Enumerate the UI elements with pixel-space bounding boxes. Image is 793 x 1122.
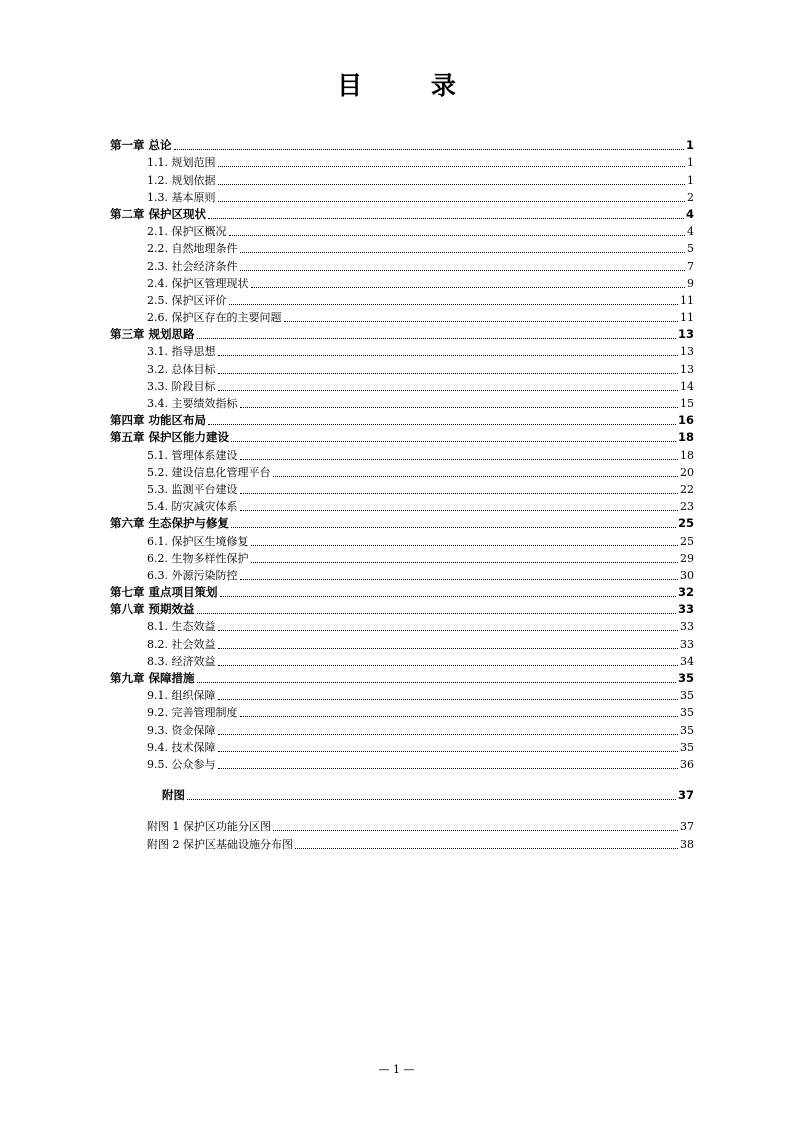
toc-entry-page: 34 bbox=[680, 654, 694, 668]
toc-chapter-entry[interactable] bbox=[110, 428, 694, 445]
toc-entry-page: 4 bbox=[687, 225, 694, 239]
toc-entry-page: 32 bbox=[677, 585, 694, 600]
toc-section-entry[interactable] bbox=[110, 274, 694, 291]
toc-entry-page: 23 bbox=[680, 500, 694, 514]
spacer bbox=[110, 803, 694, 817]
toc-entry-label: 6.3. 外源污染防控 bbox=[147, 568, 238, 582]
toc-chapter-entry[interactable] bbox=[110, 514, 694, 531]
toc-entry-label: 9.1. 组织保障 bbox=[147, 689, 216, 703]
dot-leader bbox=[231, 441, 676, 442]
dot-leader bbox=[284, 321, 679, 322]
toc-entry-label: 8.2. 社会效益 bbox=[147, 637, 216, 651]
toc-section-entry[interactable] bbox=[110, 359, 694, 376]
dot-leader bbox=[229, 304, 679, 305]
toc-section-entry[interactable] bbox=[110, 256, 694, 273]
dot-leader bbox=[218, 699, 679, 700]
toc-section-entry[interactable] bbox=[110, 497, 694, 514]
dot-leader bbox=[251, 545, 679, 546]
toc-entry-label: 第四章 功能区布局 bbox=[110, 413, 207, 428]
toc-entry-page: 35 bbox=[680, 740, 694, 754]
dot-leader bbox=[218, 390, 679, 391]
toc-entry-page: 18 bbox=[680, 448, 694, 462]
toc-entry-label: 5.2. 建设信息化管理平台 bbox=[147, 465, 271, 479]
toc-entry-label: 5.4. 防灾减灾体系 bbox=[147, 500, 238, 514]
toc-section-entry[interactable] bbox=[110, 549, 694, 566]
toc-entry-label: 8.1. 生态效益 bbox=[147, 620, 216, 634]
dot-leader bbox=[218, 355, 679, 356]
dot-leader bbox=[218, 630, 679, 631]
toc-entry-page: 9 bbox=[687, 276, 694, 290]
toc-entry-page: 35 bbox=[680, 706, 694, 720]
dot-leader bbox=[231, 527, 676, 528]
toc-entry-page: 4 bbox=[685, 206, 694, 221]
toc-section-entry[interactable] bbox=[110, 686, 694, 703]
toc-entry-page: 35 bbox=[680, 689, 694, 703]
toc-entry-label: 附图 2 保护区基础设施分布图 bbox=[147, 837, 293, 851]
toc-section-entry[interactable] bbox=[110, 531, 694, 548]
toc-chapter-entry[interactable] bbox=[110, 411, 694, 428]
toc-section-entry[interactable] bbox=[110, 394, 694, 411]
toc-entry-label: 9.3. 资金保障 bbox=[147, 723, 216, 737]
toc-entry-page: 2 bbox=[687, 190, 694, 204]
dot-leader bbox=[218, 166, 686, 167]
toc-entry-page: 25 bbox=[677, 516, 694, 531]
toc-chapter-entry[interactable] bbox=[110, 583, 694, 600]
toc-entry-page: 5 bbox=[687, 242, 694, 256]
toc-section-entry[interactable] bbox=[110, 222, 694, 239]
page-title: 目 录 bbox=[337, 71, 486, 100]
dot-leader bbox=[187, 799, 676, 800]
toc-section-entry[interactable] bbox=[110, 738, 694, 755]
toc-entry-page: 35 bbox=[680, 723, 694, 737]
toc-section-entry[interactable] bbox=[110, 652, 694, 669]
toc-chapter-entry[interactable] bbox=[110, 325, 694, 342]
dot-leader bbox=[295, 848, 678, 849]
dot-leader bbox=[208, 218, 684, 219]
page-number-footer: — 1 — bbox=[378, 1063, 415, 1076]
dot-leader bbox=[220, 596, 676, 597]
dot-leader bbox=[251, 562, 679, 563]
toc-entry-label: 第三章 规划思路 bbox=[110, 327, 195, 342]
dot-leader bbox=[218, 665, 679, 666]
dot-leader bbox=[240, 716, 679, 717]
toc-entry-label: 附图 bbox=[162, 788, 185, 803]
dot-leader bbox=[240, 252, 686, 253]
dot-leader bbox=[174, 149, 684, 150]
toc-section-entry[interactable] bbox=[110, 342, 694, 359]
toc-entry-page: 18 bbox=[677, 430, 694, 445]
toc-entry-label: 5.3. 监测平台建设 bbox=[147, 482, 238, 496]
toc-section-entry[interactable] bbox=[110, 463, 694, 480]
toc-entry-page: 33 bbox=[680, 637, 694, 651]
toc-entry-label: 2.1. 保护区概况 bbox=[147, 225, 227, 239]
toc-section-entry[interactable] bbox=[110, 566, 694, 583]
toc-entry-page: 1 bbox=[687, 156, 694, 170]
toc-entry-page: 22 bbox=[680, 482, 694, 496]
dot-leader bbox=[240, 459, 679, 460]
toc-entry-page: 1 bbox=[687, 173, 694, 187]
toc-section-entry[interactable] bbox=[110, 703, 694, 720]
dot-leader bbox=[218, 373, 679, 374]
dot-leader bbox=[240, 270, 686, 271]
toc-entry-page: 14 bbox=[680, 379, 694, 393]
toc-entry-label: 9.4. 技术保障 bbox=[147, 740, 216, 754]
toc-entry-label: 1.1. 规划范围 bbox=[147, 156, 216, 170]
toc-entry-label: 6.1. 保护区生境修复 bbox=[147, 534, 249, 548]
toc-entry-page: 20 bbox=[680, 465, 694, 479]
dot-leader bbox=[229, 235, 686, 236]
toc-section-entry[interactable] bbox=[110, 291, 694, 308]
toc-section-entry[interactable] bbox=[110, 188, 694, 205]
toc-entry-label: 第八章 预期效益 bbox=[110, 602, 195, 617]
toc-entry-page: 33 bbox=[677, 602, 694, 617]
dot-leader bbox=[251, 287, 686, 288]
toc-chapter-entry[interactable] bbox=[110, 669, 694, 686]
toc-entry-label: 6.2. 生物多样性保护 bbox=[147, 551, 249, 565]
toc-entry-label: 第五章 保护区能力建设 bbox=[110, 430, 230, 445]
toc-entry-page: 11 bbox=[680, 311, 694, 325]
toc-entry-label: 1.3. 基本原则 bbox=[147, 190, 216, 204]
dot-leader bbox=[240, 407, 679, 408]
spacer bbox=[110, 772, 694, 786]
toc-appendix-entry[interactable] bbox=[110, 817, 694, 834]
toc-entry-label: 2.2. 自然地理条件 bbox=[147, 242, 238, 256]
toc-section-entry[interactable] bbox=[110, 377, 694, 394]
toc-entry-label: 3.1. 指导思想 bbox=[147, 345, 216, 359]
dot-leader bbox=[218, 201, 686, 202]
toc-entry-label: 第二章 保护区现状 bbox=[110, 206, 207, 221]
dot-leader bbox=[218, 184, 686, 185]
dot-leader bbox=[218, 768, 679, 769]
toc-entry-label: 第一章 总论 bbox=[110, 138, 172, 153]
toc-entry-page: 13 bbox=[680, 362, 694, 376]
toc-chapter-entry[interactable] bbox=[110, 205, 694, 222]
toc-entry-page: 7 bbox=[687, 259, 694, 273]
toc-entry-label: 2.6. 保护区存在的主要问题 bbox=[147, 311, 282, 325]
toc-appendix-heading[interactable] bbox=[110, 786, 694, 803]
toc-entry-page: 13 bbox=[680, 345, 694, 359]
toc-entry-label: 9.5. 公众参与 bbox=[147, 757, 216, 771]
toc-section-entry[interactable] bbox=[110, 153, 694, 170]
dot-leader bbox=[240, 510, 679, 511]
toc-entry-label: 3.3. 阶段目标 bbox=[147, 379, 216, 393]
toc-section-entry[interactable] bbox=[110, 445, 694, 462]
toc-section-entry[interactable] bbox=[110, 170, 694, 187]
toc-appendix-entry[interactable] bbox=[110, 834, 694, 851]
dot-leader bbox=[240, 493, 679, 494]
dot-leader bbox=[197, 682, 676, 683]
toc-section-entry[interactable] bbox=[110, 239, 694, 256]
toc-chapter-entry[interactable] bbox=[110, 600, 694, 617]
dot-leader bbox=[208, 424, 676, 425]
toc-section-entry[interactable] bbox=[110, 720, 694, 737]
toc-section-entry[interactable] bbox=[110, 308, 694, 325]
dot-leader bbox=[218, 734, 679, 735]
dot-leader bbox=[197, 338, 676, 339]
toc-entry-page: 29 bbox=[680, 551, 694, 565]
toc-entry-label: 第九章 保障措施 bbox=[110, 671, 195, 685]
toc-entry-label: 2.4. 保护区管理现状 bbox=[147, 276, 249, 290]
toc-entry-label: 8.3. 经济效益 bbox=[147, 654, 216, 668]
toc-entry-label: 5.1. 管理体系建设 bbox=[147, 448, 238, 462]
toc-entry-label: 2.3. 社会经济条件 bbox=[147, 259, 238, 273]
toc-entry-label: 附图 1 保护区功能分区图 bbox=[147, 820, 271, 834]
dot-leader bbox=[273, 476, 679, 477]
toc-entry-page: 37 bbox=[677, 788, 694, 803]
dot-leader bbox=[218, 648, 679, 649]
toc-entry-label: 2.5. 保护区评价 bbox=[147, 293, 227, 307]
toc-entry-page: 1 bbox=[685, 138, 694, 153]
dot-leader bbox=[197, 613, 676, 614]
dot-leader bbox=[240, 579, 679, 580]
toc-entry-page: 38 bbox=[680, 837, 694, 851]
toc-entry-page: 25 bbox=[680, 534, 694, 548]
dot-leader bbox=[273, 830, 678, 831]
toc-section-entry[interactable] bbox=[110, 755, 694, 772]
toc-section-entry[interactable] bbox=[110, 634, 694, 651]
dot-leader bbox=[218, 751, 679, 752]
toc-entry-page: 16 bbox=[677, 413, 694, 428]
toc-entry-page: 13 bbox=[677, 327, 694, 342]
toc-entry-page: 33 bbox=[680, 620, 694, 634]
toc-section-entry[interactable] bbox=[110, 617, 694, 634]
toc-entry-page: 37 bbox=[680, 820, 694, 834]
toc-entry-label: 3.4. 主要绩效指标 bbox=[147, 397, 238, 410]
toc-entry-page: 15 bbox=[680, 397, 694, 410]
toc-entry-page: 11 bbox=[680, 293, 694, 307]
toc-entry-page: 30 bbox=[680, 568, 694, 582]
toc-section-entry[interactable] bbox=[110, 480, 694, 497]
toc-entry-label: 第六章 生态保护与修复 bbox=[110, 516, 230, 531]
toc-entry-label: 3.2. 总体目标 bbox=[147, 362, 216, 376]
toc-entry-page: 36 bbox=[680, 757, 694, 771]
table-of-contents bbox=[110, 136, 694, 852]
toc-chapter-entry[interactable] bbox=[110, 136, 694, 153]
toc-entry-page: 35 bbox=[677, 671, 694, 685]
toc-entry-label: 第七章 重点项目策划 bbox=[110, 585, 218, 600]
toc-entry-label: 1.2. 规划依据 bbox=[147, 173, 216, 187]
toc-entry-label: 9.2. 完善管理制度 bbox=[147, 706, 238, 720]
